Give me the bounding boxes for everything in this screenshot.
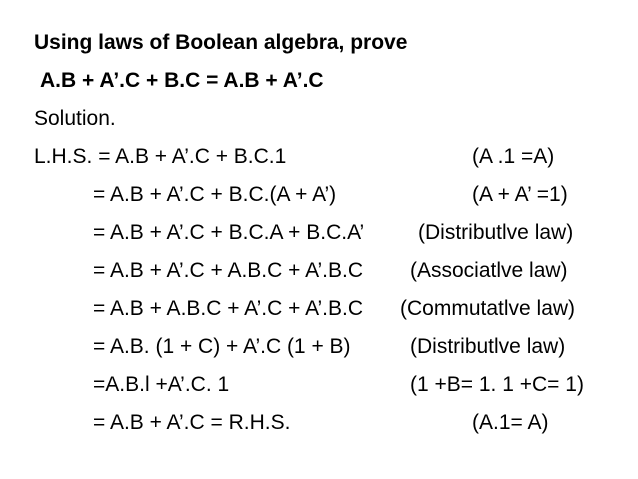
step-expression: = A.B + A’.C + A.B.C + A’.B.C xyxy=(93,259,364,282)
step-reason: (A .1 =A) xyxy=(472,145,555,168)
step-reason: (1 +B= 1. 1 +C= 1) xyxy=(410,373,584,396)
step-expression: = A.B + A’.C + B.C.A + B.C.A’ xyxy=(93,221,365,244)
step-reason: (Distributlve law) xyxy=(410,335,566,358)
problem-title: Using laws of Boolean algebra, prove xyxy=(34,31,408,54)
step-expression: = A.B + A’.C + B.C.(A + A’) xyxy=(93,183,337,206)
step-reason: (A.1= A) xyxy=(472,411,549,434)
step-reason: (A + A’ =1) xyxy=(472,183,568,206)
solution-label: Solution. xyxy=(34,107,116,130)
step-reason: (Associatlve law) xyxy=(410,259,568,282)
problem-statement: A.B + A’.C + B.C = A.B + A’.C xyxy=(40,69,324,92)
step-reason: (Distributlve law) xyxy=(418,221,574,244)
step-reason: (Commutatlve law) xyxy=(400,297,576,320)
step-expression: = A.B. (1 + C) + A’.C (1 + B) xyxy=(93,335,351,358)
step-expression: =A.B.l +A’.C. 1 xyxy=(93,373,230,396)
step-expression: = A.B + A’.C = R.H.S. xyxy=(93,411,291,434)
step-expression: L.H.S. = A.B + A’.C + B.C.1 xyxy=(34,145,287,168)
step-expression: = A.B + A.B.C + A’.C + A’.B.C xyxy=(93,297,364,320)
